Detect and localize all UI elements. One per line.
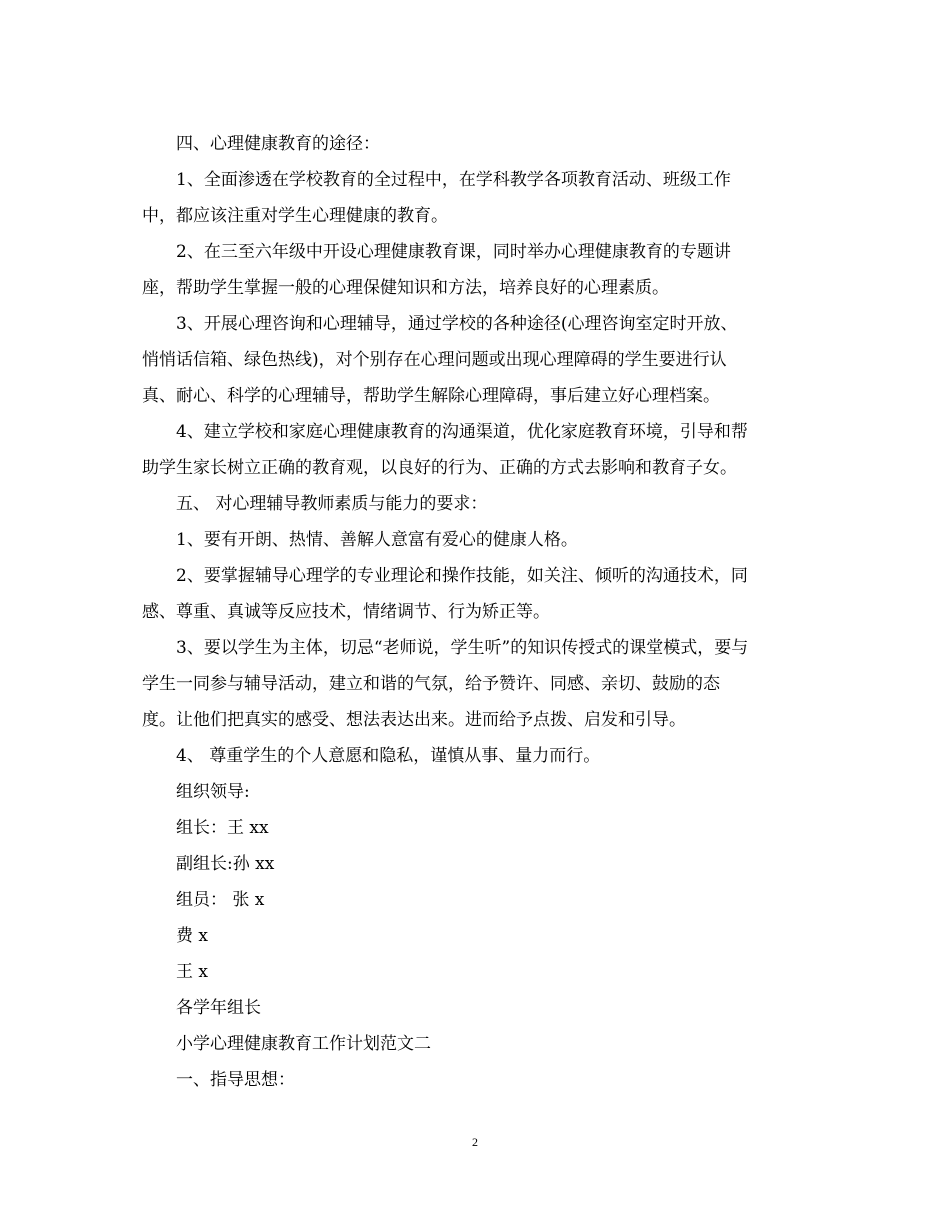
text-line: 4、建立学校和家庭心理健康教育的沟通渠道，优化家庭教育环境，引导和帮 xyxy=(176,422,748,442)
text-line: 组长：王 xx xyxy=(176,818,269,838)
text-line: 组织领导: xyxy=(176,782,250,802)
text-line: 1、要有开朗、热情、善解人意富有爱心的健康人格。 xyxy=(176,530,578,550)
text-line: 2、要掌握辅导心理学的专业理论和操作技能，如关注、倾听的沟通技术，同 xyxy=(176,566,748,586)
text-line: 4、 尊重学生的个人意愿和隐私，谨慎从事、量力而行。 xyxy=(176,746,601,766)
text-line: 1、全面渗透在学校教育的全过程中，在学科教学各项教育活动、班级工作 xyxy=(176,170,731,190)
text-line: 王 x xyxy=(176,962,208,982)
text-line: 3、要以学生为主体，切忌“老师说，学生听”的知识传授式的课堂模式，要与 xyxy=(176,638,749,658)
text-line: 2、在三至六年级中开设心理健康教育课，同时举办心理健康教育的专题讲 xyxy=(176,242,731,262)
text-line: 小学心理健康教育工作计划范文二 xyxy=(176,1034,431,1054)
text-line: 学生一同参与辅导活动，建立和谐的气氛，给予赞许、同感、亲切、鼓励的态 xyxy=(142,674,720,694)
text-line: 一、指导思想： xyxy=(176,1070,295,1090)
text-line: 组员： 张 x xyxy=(176,890,265,910)
text-line: 度。让他们把真实的感受、想法表达出来。进而给予点拨、启发和引导。 xyxy=(142,710,686,730)
text-line: 副组长:孙 xx xyxy=(176,854,275,874)
text-line: 中，都应该注重对学生心理健康的教育。 xyxy=(142,206,448,226)
text-line: 四、心理健康教育的途径： xyxy=(176,134,380,154)
text-lines xyxy=(142,126,810,1098)
page-number: 2 xyxy=(472,1135,478,1149)
text-line: 3、开展心理咨询和心理辅导，通过学校的各种途径(心理咨询室定时开放、 xyxy=(176,314,738,334)
text-line: 助学生家长树立正确的教育观，以良好的行为、正确的方式去影响和教育子女。 xyxy=(142,458,737,478)
document-body xyxy=(142,126,810,1098)
text-line: 感、尊重、真诚等反应技术，情绪调节、行为矫正等。 xyxy=(142,602,550,622)
text-line: 悄悄话信箱、绿色热线)，对个别存在心理问题或出现心理障碍的学生要进行认 xyxy=(142,350,727,370)
text-line: 真、耐心、科学的心理辅导，帮助学生解除心理障碍，事后建立好心理档案。 xyxy=(142,386,720,406)
text-line: 各学年组长 xyxy=(176,998,261,1018)
text-line: 费 x xyxy=(176,926,208,946)
text-line: 座，帮助学生掌握一般的心理保健知识和方法，培养良好的心理素质。 xyxy=(142,278,669,298)
text-line: 五、 对心理辅导教师素质与能力的要求： xyxy=(176,494,488,514)
